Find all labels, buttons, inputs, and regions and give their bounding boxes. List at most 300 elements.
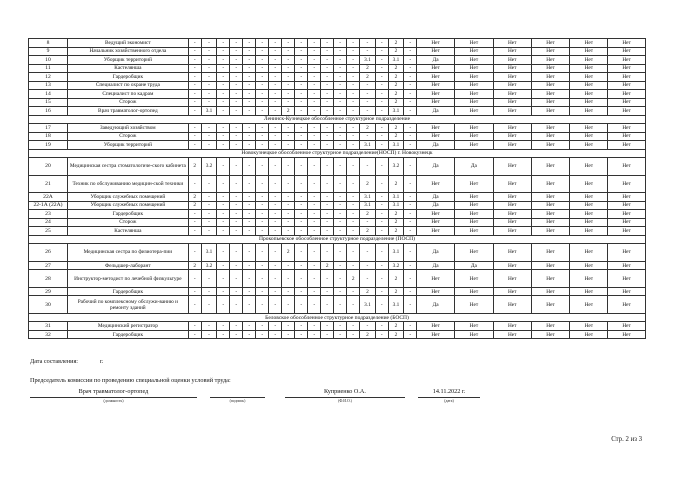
row-number-cell: 19 — [29, 141, 68, 150]
factor-class-cell: - — [360, 47, 376, 56]
factor-class-cell: - — [308, 47, 321, 56]
factor-class-cell: - — [269, 81, 282, 90]
factor-class-cell: - — [308, 193, 321, 202]
factor-class-cell: - — [188, 39, 201, 48]
row-number-cell: 13 — [29, 81, 68, 90]
guarantee-cell: Нет — [454, 227, 493, 236]
factor-class-cell: - — [334, 124, 347, 133]
guarantee-cell: Нет — [570, 322, 608, 331]
guarantee-cell: Нет — [570, 270, 608, 288]
factor-class-cell: 3.1 — [360, 193, 376, 202]
factor-class-cell: 2 — [388, 124, 404, 133]
factor-class-cell: - — [295, 107, 308, 116]
row-number-cell: 31 — [29, 322, 68, 331]
factor-class-cell: - — [375, 210, 388, 219]
factor-class-cell: - — [321, 322, 334, 331]
guarantee-cell: Нет — [417, 47, 455, 56]
row-number-cell: 15 — [29, 98, 68, 107]
factor-class-cell: - — [230, 158, 243, 176]
factor-class-cell: - — [282, 210, 295, 219]
factor-class-cell: - — [217, 107, 230, 116]
factor-class-cell: - — [375, 47, 388, 56]
factor-class-cell: - — [347, 261, 360, 270]
factor-class-cell: - — [201, 73, 217, 82]
factor-class-cell: - — [269, 201, 282, 210]
factor-class-cell: - — [347, 175, 360, 193]
guarantee-cell: Нет — [608, 47, 646, 56]
factor-class-cell: - — [230, 287, 243, 296]
factor-class-cell: - — [269, 270, 282, 288]
factor-class-cell: - — [404, 39, 417, 48]
factor-class-cell: - — [217, 218, 230, 227]
factor-class-cell: - — [282, 64, 295, 73]
section-title: Беловское обособленное структурное подразделение (БОСП) — [29, 313, 646, 322]
guarantee-cell: Нет — [608, 39, 646, 48]
factor-class-cell: - — [188, 296, 201, 314]
factor-class-cell: - — [334, 158, 347, 176]
guarantee-cell: Нет — [454, 98, 493, 107]
factor-class-cell: - — [334, 218, 347, 227]
factor-class-cell: - — [375, 39, 388, 48]
factor-class-cell: - — [256, 244, 269, 262]
factor-class-cell: - — [217, 322, 230, 331]
row-number-cell: 28 — [29, 270, 68, 288]
factor-class-cell: 3.1 — [388, 193, 404, 202]
factor-class-cell: - — [230, 107, 243, 116]
factor-class-cell: - — [243, 270, 256, 288]
position-cell: Медицинская сестра по физиотера-пии — [67, 244, 188, 262]
factor-class-cell: - — [188, 218, 201, 227]
factor-class-cell: - — [321, 201, 334, 210]
factor-class-cell: 3.1 — [360, 56, 376, 65]
guarantee-cell: Да — [417, 56, 455, 65]
guarantee-cell: Нет — [531, 296, 570, 314]
guarantee-cell: Нет — [454, 322, 493, 331]
factor-class-cell: - — [404, 296, 417, 314]
factor-class-cell: - — [321, 330, 334, 339]
guarantee-cell: Нет — [570, 296, 608, 314]
factor-class-cell: - — [188, 244, 201, 262]
factor-class-cell: - — [217, 296, 230, 314]
factor-class-cell: - — [404, 158, 417, 176]
factor-class-cell: - — [201, 270, 217, 288]
factor-class-cell: - — [256, 158, 269, 176]
factor-class-cell: - — [230, 73, 243, 82]
factor-class-cell: - — [321, 175, 334, 193]
factor-class-cell: - — [375, 107, 388, 116]
factor-class-cell: 2 — [360, 227, 376, 236]
factor-class-cell: - — [347, 296, 360, 314]
guarantee-cell: Нет — [417, 98, 455, 107]
factor-class-cell: - — [347, 64, 360, 73]
factor-class-cell: 3.2 — [388, 261, 404, 270]
factor-class-cell: - — [334, 261, 347, 270]
guarantee-cell: Нет — [570, 132, 608, 141]
factor-class-cell: - — [334, 210, 347, 219]
table-row — [29, 210, 646, 219]
guarantee-cell: Нет — [531, 124, 570, 133]
factor-class-cell: - — [334, 322, 347, 331]
factor-class-cell: - — [282, 287, 295, 296]
guarantee-cell: Нет — [570, 73, 608, 82]
section-header-row — [29, 115, 646, 124]
row-number-cell: 9 — [29, 47, 68, 56]
factor-class-cell: - — [282, 124, 295, 133]
factor-class-cell: - — [188, 47, 201, 56]
factor-class-cell: - — [201, 296, 217, 314]
guarantee-cell: Нет — [493, 227, 531, 236]
factor-class-cell: - — [404, 56, 417, 65]
factor-class-cell: 3.1 — [360, 141, 376, 150]
factor-class-cell: - — [256, 227, 269, 236]
guarantee-cell: Нет — [454, 244, 493, 262]
factor-class-cell: - — [347, 73, 360, 82]
factor-class-cell: - — [230, 193, 243, 202]
factor-class-cell: - — [201, 287, 217, 296]
factor-class-cell: - — [201, 39, 217, 48]
factor-class-cell: - — [217, 244, 230, 262]
section-title: Новокузнецкое обособленное структурное подразделение(НОСП) г. Новокузнецк — [29, 149, 646, 158]
guarantee-cell: Нет — [570, 330, 608, 339]
factor-class-cell: - — [188, 56, 201, 65]
factor-class-cell: - — [308, 201, 321, 210]
factor-class-cell: - — [404, 227, 417, 236]
factor-class-cell: - — [230, 175, 243, 193]
factor-class-cell: - — [334, 64, 347, 73]
factor-class-cell: - — [321, 81, 334, 90]
factor-class-cell: - — [308, 39, 321, 48]
factor-class-cell: - — [295, 322, 308, 331]
factor-class-cell: - — [404, 218, 417, 227]
factor-class-cell: - — [269, 90, 282, 99]
factor-class-cell: - — [295, 124, 308, 133]
guarantee-cell: Нет — [531, 158, 570, 176]
position-cell: Фельдшер-лаборант — [67, 261, 188, 270]
guarantee-cell: Нет — [570, 210, 608, 219]
table-row — [29, 124, 646, 133]
factor-class-cell: - — [282, 39, 295, 48]
factor-class-cell: - — [243, 124, 256, 133]
factor-class-cell: - — [404, 107, 417, 116]
row-number-cell: 20 — [29, 158, 68, 176]
factor-class-cell: - — [295, 64, 308, 73]
factor-class-cell: - — [217, 287, 230, 296]
row-number-cell: 14 — [29, 90, 68, 99]
factor-class-cell: - — [269, 296, 282, 314]
table-row — [29, 56, 646, 65]
guarantee-cell: Нет — [608, 244, 646, 262]
guarantee-cell: Нет — [531, 322, 570, 331]
factor-class-cell: - — [188, 322, 201, 331]
guarantee-cell: Нет — [493, 261, 531, 270]
guarantee-cell: Нет — [493, 98, 531, 107]
factor-class-cell: - — [256, 81, 269, 90]
factor-class-cell: - — [256, 64, 269, 73]
table-row — [29, 287, 646, 296]
factor-class-cell: - — [217, 39, 230, 48]
guarantee-cell: Нет — [493, 210, 531, 219]
factor-class-cell: - — [295, 270, 308, 288]
row-number-cell: 10 — [29, 56, 68, 65]
factor-class-cell: - — [295, 227, 308, 236]
date-label: Дата составления: г. — [30, 358, 104, 365]
factor-class-cell: - — [334, 270, 347, 288]
factor-class-cell: - — [404, 193, 417, 202]
factor-class-cell: - — [375, 322, 388, 331]
factor-class-cell: - — [188, 270, 201, 288]
factor-class-cell: - — [269, 244, 282, 262]
factor-class-cell: - — [347, 193, 360, 202]
section-header-row — [29, 149, 646, 158]
factor-class-cell: - — [295, 201, 308, 210]
factor-class-cell: - — [295, 287, 308, 296]
factor-class-cell: - — [347, 132, 360, 141]
position-cell: Специалист по кадрам — [67, 90, 188, 99]
factor-class-cell: - — [282, 141, 295, 150]
factor-class-cell: - — [243, 287, 256, 296]
guarantee-cell: Нет — [454, 132, 493, 141]
factor-class-cell: 2 — [347, 270, 360, 288]
factor-class-cell: - — [308, 124, 321, 133]
factor-class-cell: - — [295, 261, 308, 270]
factor-class-cell: - — [188, 107, 201, 116]
factor-class-cell: 3.2 — [201, 261, 217, 270]
row-number-cell: 21 — [29, 175, 68, 193]
row-number-cell: 27 — [29, 261, 68, 270]
factor-class-cell: - — [282, 193, 295, 202]
factor-class-cell: - — [217, 73, 230, 82]
row-number-cell: 22-1А (22А) — [29, 201, 68, 210]
factor-class-cell: - — [308, 244, 321, 262]
factor-class-cell: - — [347, 107, 360, 116]
factor-class-cell: - — [230, 132, 243, 141]
factor-class-cell: - — [217, 47, 230, 56]
factor-class-cell: 2 — [388, 73, 404, 82]
factor-class-cell: - — [375, 227, 388, 236]
factor-class-cell: - — [347, 81, 360, 90]
factor-class-cell: - — [375, 201, 388, 210]
guarantee-cell: Нет — [570, 56, 608, 65]
factor-class-cell: - — [308, 261, 321, 270]
factor-class-cell: - — [269, 107, 282, 116]
factor-class-cell: - — [269, 193, 282, 202]
position-cell: Инструктор-методист по лечебной физкультуре — [67, 270, 188, 288]
factor-class-cell: - — [230, 81, 243, 90]
table-row — [29, 175, 646, 193]
guarantee-cell: Нет — [570, 175, 608, 193]
guarantee-cell: Нет — [493, 56, 531, 65]
row-number-cell: 12 — [29, 73, 68, 82]
factor-class-cell: 2 — [360, 73, 376, 82]
guarantee-cell: Нет — [608, 73, 646, 82]
factor-class-cell: - — [230, 124, 243, 133]
factor-class-cell: - — [269, 218, 282, 227]
factor-class-cell: - — [243, 98, 256, 107]
guarantee-cell: Нет — [493, 201, 531, 210]
factor-class-cell: - — [282, 218, 295, 227]
factor-class-cell: - — [256, 39, 269, 48]
factor-class-cell: - — [217, 193, 230, 202]
factor-class-cell: - — [269, 39, 282, 48]
factor-class-cell: 2 — [388, 39, 404, 48]
factor-class-cell: - — [321, 244, 334, 262]
factor-class-cell: - — [308, 287, 321, 296]
factor-class-cell: - — [230, 90, 243, 99]
factor-class-cell: - — [256, 330, 269, 339]
factor-class-cell: - — [295, 158, 308, 176]
factor-class-cell: - — [360, 322, 376, 331]
factor-class-cell: - — [230, 296, 243, 314]
guarantee-cell: Нет — [570, 81, 608, 90]
factor-class-cell: - — [269, 158, 282, 176]
table-row — [29, 39, 646, 48]
guarantee-cell: Нет — [417, 132, 455, 141]
position-cell: Заведующий хозяйством — [67, 124, 188, 133]
section-title: Прокопьевское обособленное структурное подразделение (ПОСП) — [29, 235, 646, 244]
guarantee-cell: Нет — [493, 141, 531, 150]
guarantee-cell: Нет — [608, 261, 646, 270]
guarantee-cell: Нет — [454, 218, 493, 227]
factor-class-cell: - — [217, 201, 230, 210]
guarantee-cell: Нет — [493, 218, 531, 227]
guarantee-cell: Нет — [570, 158, 608, 176]
factor-class-cell: - — [256, 218, 269, 227]
table-row — [29, 261, 646, 270]
factor-class-cell: - — [230, 218, 243, 227]
factor-class-cell: - — [230, 227, 243, 236]
guarantee-cell: Нет — [570, 90, 608, 99]
factor-class-cell: 2 — [388, 330, 404, 339]
guarantee-cell: Нет — [531, 244, 570, 262]
page-number: Стр. 2 из 3 — [611, 436, 642, 443]
guarantee-cell: Нет — [608, 56, 646, 65]
guarantee-cell: Нет — [454, 296, 493, 314]
table-row — [29, 218, 646, 227]
factor-class-cell: 3.1 — [201, 107, 217, 116]
caption-signature: (подпись) — [229, 399, 246, 403]
factor-class-cell: - — [188, 64, 201, 73]
name-field: Куприенко О.А. — [285, 388, 405, 398]
guarantee-cell: Нет — [531, 47, 570, 56]
position-cell: Сторож — [67, 98, 188, 107]
factor-class-cell: - — [188, 132, 201, 141]
row-number-cell: 8 — [29, 39, 68, 48]
factor-class-cell: 2 — [188, 261, 201, 270]
guarantee-cell: Нет — [608, 81, 646, 90]
factor-class-cell: - — [375, 261, 388, 270]
guarantee-cell: Нет — [493, 287, 531, 296]
guarantee-cell: Нет — [570, 261, 608, 270]
guarantee-cell: Да — [417, 107, 455, 116]
table-row — [29, 107, 646, 116]
factor-class-cell: - — [201, 227, 217, 236]
guarantee-cell: Нет — [570, 124, 608, 133]
factor-class-cell: - — [230, 201, 243, 210]
factor-class-cell: - — [256, 287, 269, 296]
factor-class-cell: - — [282, 270, 295, 288]
table-row — [29, 296, 646, 314]
guarantee-cell: Нет — [493, 158, 531, 176]
factor-class-cell: - — [243, 193, 256, 202]
table-row — [29, 81, 646, 90]
factor-class-cell: - — [375, 132, 388, 141]
factor-class-cell: - — [347, 287, 360, 296]
guarantee-cell: Нет — [493, 132, 531, 141]
guarantee-cell: Нет — [454, 73, 493, 82]
guarantee-cell: Нет — [493, 330, 531, 339]
factor-class-cell: - — [347, 322, 360, 331]
row-number-cell: 29 — [29, 287, 68, 296]
guarantee-cell: Нет — [417, 227, 455, 236]
guarantee-cell: Нет — [454, 81, 493, 90]
guarantee-cell: Нет — [493, 64, 531, 73]
factor-class-cell: - — [375, 158, 388, 176]
factor-class-cell: - — [321, 98, 334, 107]
guarantee-cell: Да — [417, 201, 455, 210]
factor-class-cell: - — [201, 201, 217, 210]
factor-class-cell: - — [375, 193, 388, 202]
guarantee-cell: Нет — [570, 64, 608, 73]
factor-class-cell: - — [282, 81, 295, 90]
factor-class-cell: - — [188, 90, 201, 99]
factor-class-cell: - — [256, 261, 269, 270]
factor-class-cell: - — [282, 47, 295, 56]
guarantee-cell: Нет — [493, 322, 531, 331]
factor-class-cell: 2 — [388, 175, 404, 193]
factor-class-cell: - — [375, 141, 388, 150]
factor-class-cell: - — [375, 64, 388, 73]
guarantee-cell: Нет — [570, 201, 608, 210]
factor-class-cell: - — [404, 330, 417, 339]
guarantee-cell: Нет — [608, 322, 646, 331]
factor-class-cell: - — [308, 330, 321, 339]
factor-class-cell: - — [230, 56, 243, 65]
factor-class-cell: - — [243, 244, 256, 262]
factor-class-cell: - — [217, 261, 230, 270]
position-cell: Гардеробщик — [67, 210, 188, 219]
factor-class-cell: 2 — [388, 218, 404, 227]
factor-class-cell: - — [375, 218, 388, 227]
factor-class-cell: 2 — [360, 330, 376, 339]
factor-class-cell: - — [217, 90, 230, 99]
factor-class-cell: - — [308, 210, 321, 219]
guarantee-cell: Нет — [454, 141, 493, 150]
guarantee-cell: Нет — [531, 201, 570, 210]
factor-class-cell: - — [404, 287, 417, 296]
factor-class-cell: - — [243, 56, 256, 65]
factor-class-cell: - — [334, 56, 347, 65]
factor-class-cell: 2 — [388, 90, 404, 99]
factor-class-cell: - — [243, 201, 256, 210]
table-row — [29, 73, 646, 82]
factor-class-cell: - — [201, 47, 217, 56]
guarantee-cell: Нет — [531, 39, 570, 48]
factor-class-cell: - — [321, 132, 334, 141]
factor-class-cell: - — [188, 287, 201, 296]
factor-class-cell: - — [308, 90, 321, 99]
factor-class-cell: - — [360, 107, 376, 116]
factor-class-cell: - — [375, 124, 388, 133]
guarantee-cell: Нет — [493, 39, 531, 48]
factor-class-cell: - — [230, 64, 243, 73]
table-row — [29, 227, 646, 236]
factor-class-cell: - — [347, 210, 360, 219]
factor-class-cell: - — [230, 141, 243, 150]
guarantee-cell: Нет — [417, 322, 455, 331]
factor-class-cell: - — [256, 175, 269, 193]
factor-class-cell: - — [321, 73, 334, 82]
factor-class-cell: 3.2 — [201, 158, 217, 176]
